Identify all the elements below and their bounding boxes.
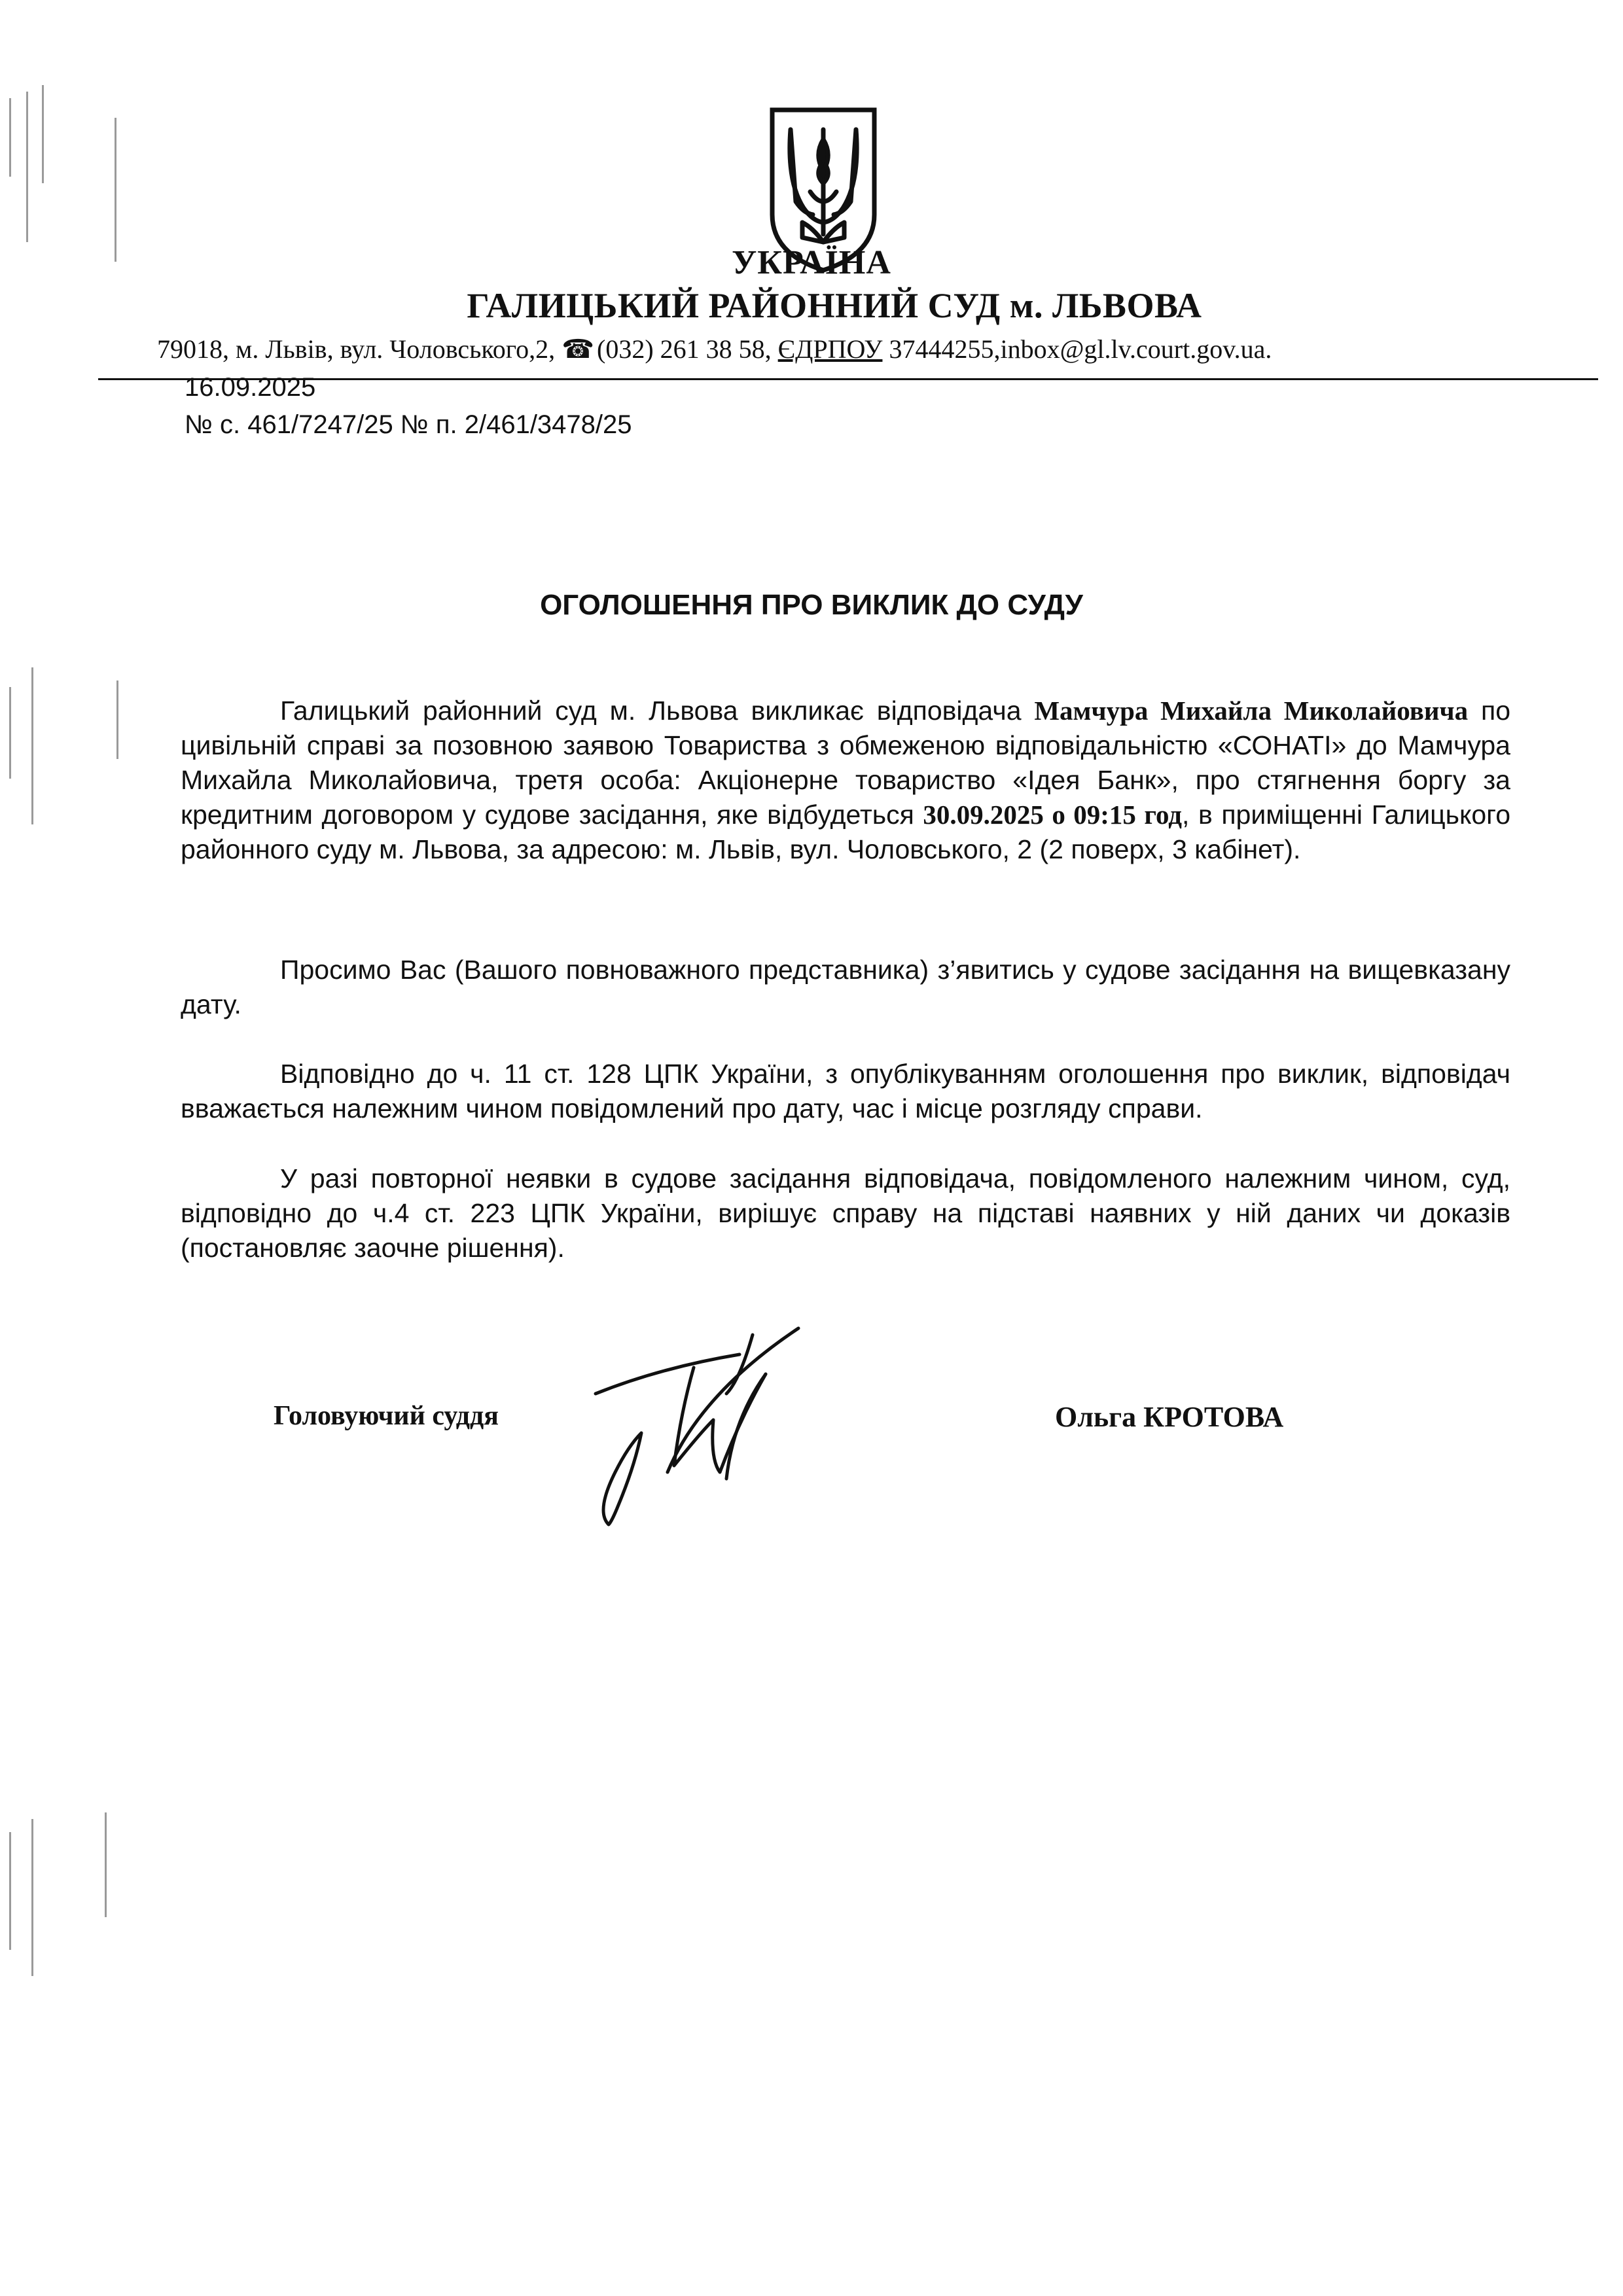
scan-artifact <box>9 687 11 779</box>
court-contact-line <box>157 334 1603 376</box>
scan-artifact <box>31 667 33 824</box>
judge-name: Ольга КРОТОВА <box>1055 1401 1284 1433</box>
document-title: ОГОЛОШЕННЯ ПРО ВИКЛИК ДО СУДУ <box>540 589 1083 621</box>
country-heading: УКРАЇНА <box>732 244 891 281</box>
judge-title: Головуючий суддя <box>274 1401 499 1431</box>
scan-artifact <box>115 118 116 262</box>
case-reference: № с. 461/7247/25 № п. 2/461/3478/25 <box>185 410 632 439</box>
court-address: 79018, м. Львів, вул. Чоловського,2, <box>157 334 562 364</box>
summons-text-3: , в приміщенні Галицького районного суду м. Львова, за адресою: м. Львів, вул. Чоловського, 2 (2 поверх, 3 кабінет). <box>181 800 1510 864</box>
scan-artifact <box>116 680 118 759</box>
paragraph-legal-notice: Відповідно до ч. 11 ст. 128 ЦПК України, з опублікуванням оголошення про виклик, відповідач вважається належним чином повідомлений про дату, час і місце розгляду справи. <box>181 1059 1510 1123</box>
header-divider <box>98 378 1598 380</box>
scan-artifact <box>42 85 44 183</box>
scan-artifact <box>31 1819 33 1976</box>
hearing-datetime: 30.09.2025 о 09:15 год <box>923 800 1183 830</box>
paragraph-request: Просимо Вас (Вашого повноважного представника) з’явитись у судове засідання на вищевказану дату. <box>181 955 1510 1019</box>
paragraph-default-judgment: У разі повторної неявки в судове засідання відповідача, повідомленого належним чином, суд, відповідно до ч.4 ст. 223 ЦПК України, вирішує справу на підставі наявних у ній даних чи доказів (постановляє заочне рішення). <box>181 1163 1510 1263</box>
court-phone: (032) 261 38 58, <box>597 334 778 364</box>
edrpou-label: ЄДРПОУ <box>777 334 883 364</box>
summons-text-1: Галицький районний суд м. Львова викликає відповідача <box>280 696 1035 726</box>
scan-artifact <box>9 1832 11 1950</box>
defendant-name: Мамчура Михайла Миколайовича <box>1034 696 1469 726</box>
court-name-heading: ГАЛИЦЬКИЙ РАЙОННИЙ СУД м. ЛЬВОВА <box>467 286 1202 325</box>
scan-artifact <box>105 1812 107 1917</box>
scan-artifact <box>9 98 11 177</box>
telephone-icon: ☎ <box>562 334 595 364</box>
handwritten-signature <box>569 1315 870 1538</box>
edrpou-and-email: 37444255,inbox@gl.lv.court.gov.ua. <box>882 334 1272 364</box>
paragraph-summons <box>181 694 1510 867</box>
scan-artifact <box>26 92 28 242</box>
summons-text-2: по цивільній справі за позовною заявою Товариства з обмеженою відповідальністю «СОНАТІ» до Мамчура Михайла Миколайовича, третя особа: Акціонерне товариство «Ідея Банк», про стягнення боргу за кредитним договором у судове засідання, яке відбудеться <box>181 696 1510 830</box>
document-date: 16.09.2025 <box>185 373 316 402</box>
